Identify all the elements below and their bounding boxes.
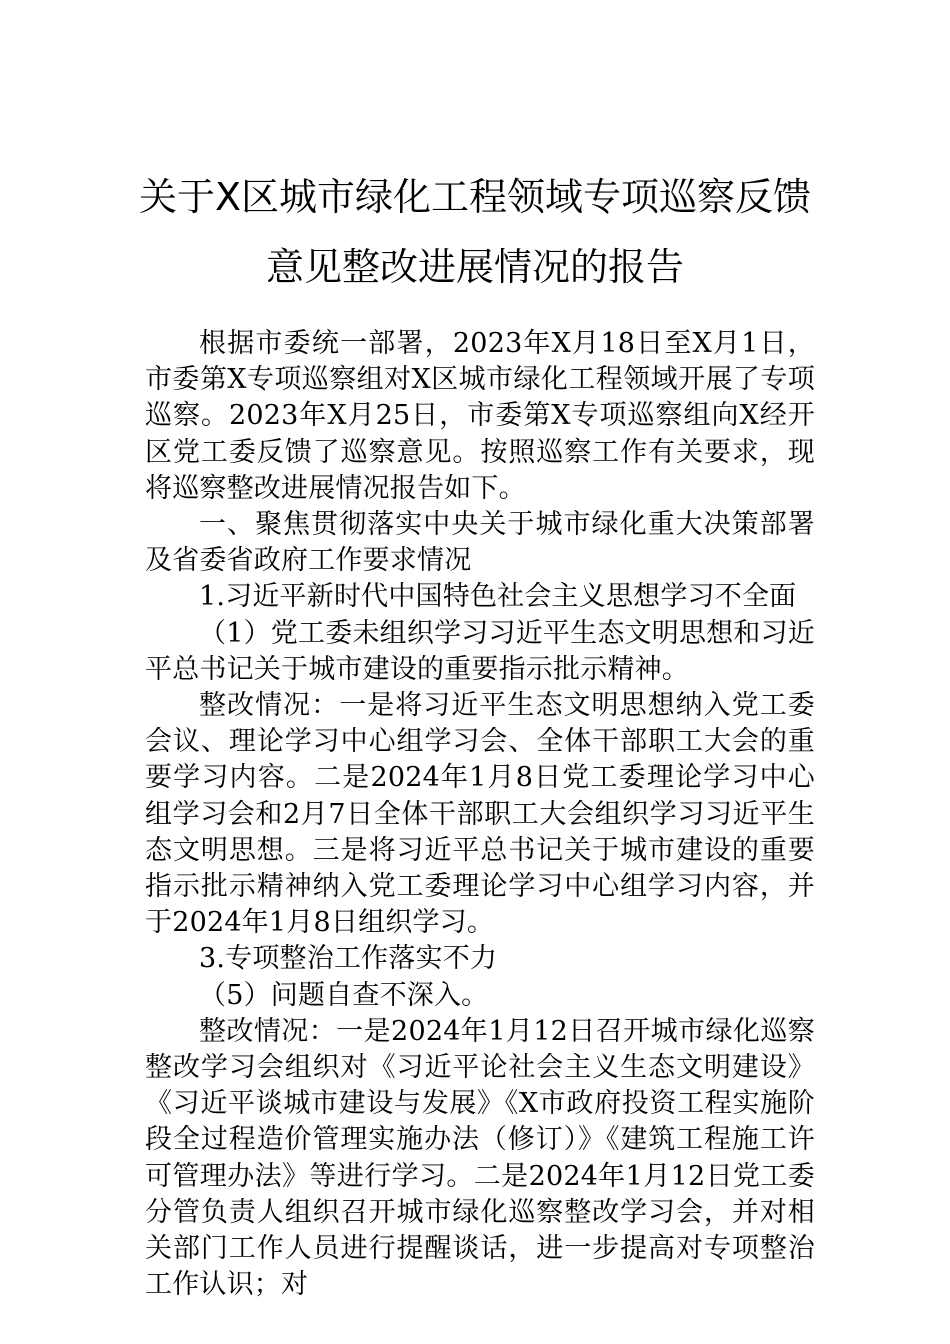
subsection-heading-3: 3.专项整治工作落实不力: [199, 943, 498, 975]
paragraph-intro: 根据市委统一部署，2023年X月18日至X月1日，市委第X专项巡察组对X区城市绿化工程领域开展了专项巡察。2023年X月25日，市委第X专项巡察组向X经开区党工委反馈了巡察意见。按照巡察工作有关要求，现将巡察整改进展情况报告如下。: [145, 328, 815, 504]
issue-item-1: （1）党工委未组织学习习近平生态文明思想和习近平总书记关于城市建设的重要指示批示精神。: [145, 617, 815, 685]
rectification-paragraph-1: 整改情况：一是将习近平生态文明思想纳入党工委会议、理论学习中心组学习会、全体干部职工大会的重要学习内容。二是2024年1月8日党工委理论学习中心组学习会和2月7日全体干部职工大会组织学习习近平生态文明思想。三是将习近平总书记关于城市建设的重要指示批示精神纳入党工委理论学习中心组学习内容，并于2024年1月8日组织学习。: [145, 690, 815, 939]
section-heading-1: 一、聚焦贯彻落实中央关于城市绿化重大决策部署及省委省政府工作要求情况: [145, 509, 815, 577]
document-title-line-2: 意见整改进展情况的报告: [265, 245, 684, 289]
document-title-line-1: 关于X区城市绿化工程领域专项巡察反馈: [138, 175, 812, 219]
subsection-heading-1: 1.习近平新时代中国特色社会主义思想学习不全面: [199, 581, 797, 613]
issue-item-5: （5）问题自查不深入。: [199, 979, 489, 1011]
rectification-paragraph-2: 整改情况：一是2024年1月12日召开城市绿化巡察整改学习会组织对《习近平论社会主义生态文明建设》《习近平谈城市建设与发展》《X市政府投资工程实施阶段全过程造价管理实施办法（修订）》《建筑工程施工许可管理办法》等进行学习。二是2024年1月12日党工委分管负责人组织召开城市绿化巡察整改学习会，并对相关部门工作人员进行提醒谈话，进一步提高对专项整治工作认识；对: [145, 1015, 815, 1301]
document-body: [145, 326, 815, 1303]
